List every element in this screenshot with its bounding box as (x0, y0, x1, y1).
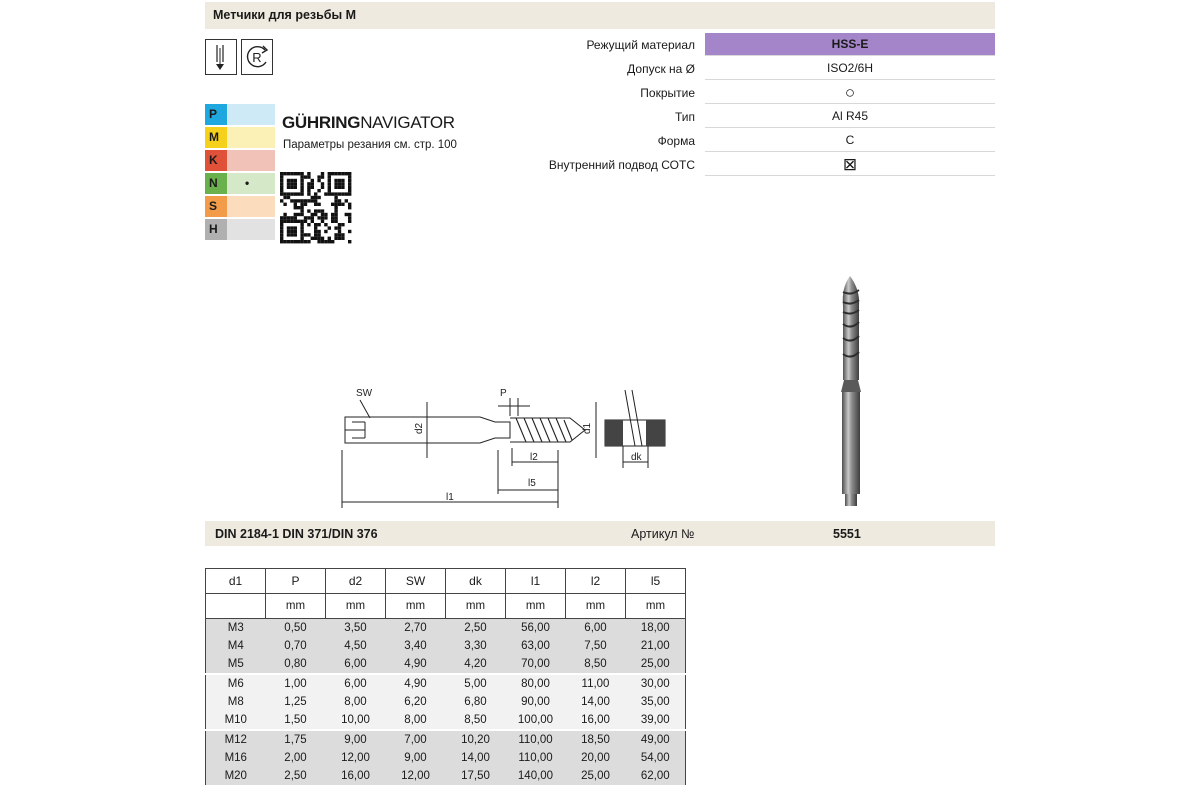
svg-text:R: R (252, 50, 262, 65)
table-cell: 1,00 (266, 674, 326, 693)
unit-cell: mm (326, 594, 386, 619)
table-row (206, 637, 686, 655)
table-cell: M4 (206, 637, 266, 655)
material-group-k (205, 150, 275, 171)
property-divider (705, 151, 995, 152)
table-row (206, 693, 686, 711)
table-row (206, 749, 686, 767)
table-cell: 5,00 (446, 674, 506, 693)
right-hand-thread-icon (241, 39, 273, 75)
table-cell: 11,00 (566, 674, 626, 693)
table-cell: 4,90 (386, 655, 446, 674)
material-letter: M (209, 130, 219, 144)
table-row (206, 711, 686, 730)
table-cell: 25,00 (566, 767, 626, 786)
unit-cell: mm (266, 594, 326, 619)
table-cell: 6,00 (566, 619, 626, 638)
table-cell: 17,50 (446, 767, 506, 786)
table-cell: 4,90 (386, 674, 446, 693)
material-group-n (205, 173, 275, 194)
property-divider (705, 55, 995, 56)
table-cell: 7,50 (566, 637, 626, 655)
table-cell: 18,50 (566, 730, 626, 749)
table-cell: 35,00 (626, 693, 686, 711)
table-cell: 25,00 (626, 655, 686, 674)
table-cell: 21,00 (626, 637, 686, 655)
table-cell: 54,00 (626, 749, 686, 767)
tap-photo (826, 272, 876, 512)
table-row (206, 655, 686, 674)
table-cell: 16,00 (566, 711, 626, 730)
table-row (206, 730, 686, 749)
label-d1: d1 (582, 422, 593, 434)
table-cell: 3,50 (326, 619, 386, 638)
material-letter: H (209, 222, 218, 236)
table-cell: 1,50 (266, 711, 326, 730)
property-value: ⊠ (842, 155, 858, 174)
material-letter: S (209, 199, 218, 213)
table-cell: 140,00 (506, 767, 566, 786)
table-cell: M16 (206, 749, 266, 767)
label-sw: SW (356, 388, 373, 399)
table-cell: 8,50 (446, 711, 506, 730)
standards-bar (205, 521, 995, 546)
table-cell: 8,00 (386, 711, 446, 730)
table-cell: 2,00 (266, 749, 326, 767)
property-row (420, 129, 995, 152)
material-applicability-dot: • (245, 176, 250, 190)
label-l1: l1 (446, 492, 454, 503)
property-label: Внутренний подвод СОТС (548, 158, 695, 172)
property-value: Al R45 (831, 109, 869, 123)
table-cell: M5 (206, 655, 266, 674)
column-header: P (266, 569, 326, 594)
table-cell: 8,50 (566, 655, 626, 674)
table-cell: 4,20 (446, 655, 506, 674)
property-label: Покрытие (640, 86, 695, 100)
table-cell: M3 (206, 619, 266, 638)
table-cell: 2,70 (386, 619, 446, 638)
table-cell: 18,00 (626, 619, 686, 638)
table-cell: 10,20 (446, 730, 506, 749)
table-cell: 6,80 (446, 693, 506, 711)
table-cell: 2,50 (266, 767, 326, 786)
thread-tap-icon (205, 39, 237, 75)
cutting-params-note: Параметры резания см. стр. 100 (283, 139, 457, 151)
tap-technical-drawing (330, 380, 670, 510)
property-divider (705, 103, 995, 104)
property-row (420, 57, 995, 80)
table-cell: 62,00 (626, 767, 686, 786)
table-cell: 3,30 (446, 637, 506, 655)
column-header: dk (446, 569, 506, 594)
unit-cell (206, 594, 266, 619)
table-cell: 7,00 (386, 730, 446, 749)
table-cell: 12,00 (386, 767, 446, 786)
property-label: Тип (674, 110, 695, 124)
column-header: SW (386, 569, 446, 594)
material-group-m (205, 127, 275, 148)
table-cell: 2,50 (446, 619, 506, 638)
property-value: HSS-E (705, 33, 995, 56)
table-cell: 6,00 (326, 655, 386, 674)
table-cell: 0,70 (266, 637, 326, 655)
property-divider (705, 127, 995, 128)
unit-cell: mm (386, 594, 446, 619)
table-cell: 39,00 (626, 711, 686, 730)
property-row (420, 105, 995, 128)
table-cell: 70,00 (506, 655, 566, 674)
property-value: C (845, 133, 855, 147)
column-header: l5 (626, 569, 686, 594)
table-cell: 12,00 (326, 749, 386, 767)
table-cell: 3,40 (386, 637, 446, 655)
table-cell: 16,00 (326, 767, 386, 786)
qr-code-icon (280, 172, 354, 248)
table-cell: 0,50 (266, 619, 326, 638)
table-cell: 63,00 (506, 637, 566, 655)
table-cell: 6,20 (386, 693, 446, 711)
table-row (206, 674, 686, 693)
property-row (420, 81, 995, 104)
table-cell: 9,00 (326, 730, 386, 749)
table-cell: 110,00 (506, 730, 566, 749)
table-cell: 110,00 (506, 749, 566, 767)
table-cell: M10 (206, 711, 266, 730)
article-number: 5551 (833, 527, 861, 541)
table-units-row (206, 594, 686, 619)
label-d2: d2 (414, 422, 425, 434)
property-label: Форма (657, 134, 695, 148)
table-cell: 1,75 (266, 730, 326, 749)
table-row (206, 619, 686, 638)
article-label: Артикул № (631, 527, 695, 541)
table-cell: 0,80 (266, 655, 326, 674)
property-row (420, 153, 995, 176)
table-cell: 4,50 (326, 637, 386, 655)
table-cell: 49,00 (626, 730, 686, 749)
table-cell: 8,00 (326, 693, 386, 711)
label-l5: l5 (528, 478, 536, 489)
table-cell: 56,00 (506, 619, 566, 638)
material-letter: P (209, 107, 218, 121)
property-value: ○ (844, 83, 856, 102)
table-cell: 14,00 (566, 693, 626, 711)
din-standards: DIN 2184-1 DIN 371/DIN 376 (215, 527, 378, 541)
table-cell: M6 (206, 674, 266, 693)
column-header: d1 (206, 569, 266, 594)
brand-light: NAVIGATOR (360, 113, 455, 132)
title-bar (205, 2, 995, 29)
property-divider (705, 79, 995, 80)
table-header-row (206, 569, 686, 594)
unit-cell: mm (566, 594, 626, 619)
unit-cell: mm (446, 594, 506, 619)
table-cell: 90,00 (506, 693, 566, 711)
column-header: l1 (506, 569, 566, 594)
material-group-p (205, 104, 275, 125)
page-title: Метчики для резьбы М (213, 8, 357, 22)
table-cell: 14,00 (446, 749, 506, 767)
label-p: P (500, 388, 507, 399)
table-cell: 100,00 (506, 711, 566, 730)
table-cell: 6,00 (326, 674, 386, 693)
property-label: Допуск на Ø (627, 62, 695, 76)
table-cell: 10,00 (326, 711, 386, 730)
material-letter: K (209, 153, 218, 167)
table-cell: 30,00 (626, 674, 686, 693)
unit-cell: mm (506, 594, 566, 619)
spec-table (205, 568, 686, 787)
label-l2: l2 (530, 452, 538, 463)
property-label: Режущий материал (586, 38, 695, 52)
table-cell: 9,00 (386, 749, 446, 767)
table-cell: 80,00 (506, 674, 566, 693)
table-cell: M20 (206, 767, 266, 786)
table-cell: M8 (206, 693, 266, 711)
property-row (420, 33, 995, 56)
property-value: ISO2/6H (826, 61, 874, 75)
material-group-h (205, 219, 275, 240)
table-cell: 1,25 (266, 693, 326, 711)
material-letter: N (209, 176, 218, 190)
column-header: l2 (566, 569, 626, 594)
table-cell: M12 (206, 730, 266, 749)
table-cell: 20,00 (566, 749, 626, 767)
brand-bold: GÜHRING (282, 113, 361, 132)
property-divider (705, 175, 995, 176)
column-header: d2 (326, 569, 386, 594)
label-dk: dk (631, 452, 642, 463)
material-group-s (205, 196, 275, 217)
unit-cell: mm (626, 594, 686, 619)
table-row (206, 767, 686, 786)
